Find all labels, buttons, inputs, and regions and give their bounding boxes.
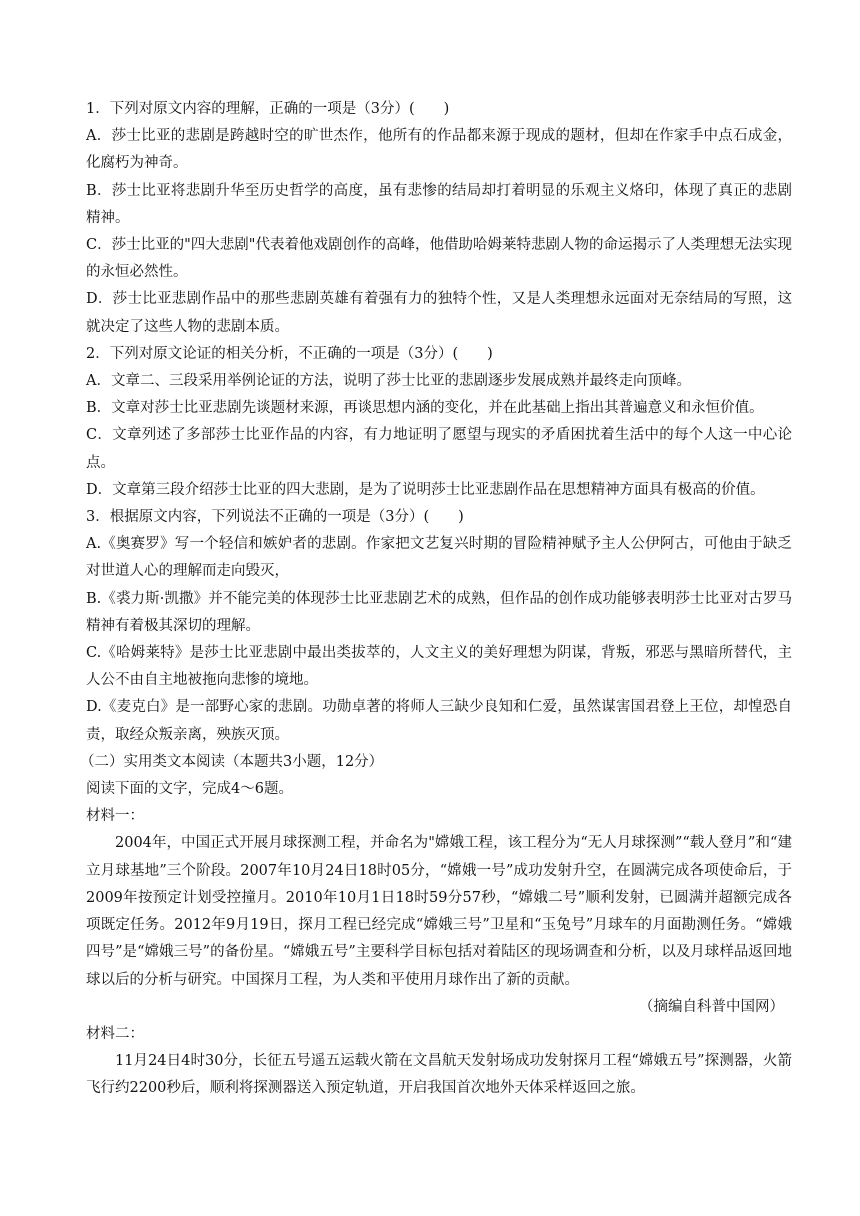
question-3-option-c: C.《哈姆莱特》是莎士比亚悲剧中最出类拔萃的，人文主义的美好理想为阴谋，背叛，邪恶与黑暗所替代，主人公不由自主地被拖向悲惨的境地。 (86, 645, 792, 689)
question-2-option-d: D．文章第三段介绍莎士比亚的四大悲剧，是为了说明莎士比亚悲剧作品在思想精神方面具有极高的价值。 (86, 481, 765, 498)
material-2-body: 11月24日4时30分，长征五号遥五运载火箭在文昌航天发射场成功发射探月工程“嫦娥五号”探测器，火箭飞行约2200秒后，顺利将探测器送入预定轨道，开启我国首次地外天体采样返回之旅。 (86, 1053, 792, 1097)
question-2-option-b: B．文章对莎士比亚悲剧先谈题材来源，再谈思想内涵的变化，并在此基础上指出其普遍意义和永恒价值。 (86, 400, 764, 417)
question-1-option-d: D．莎士比亚悲剧作品中的那些悲剧英雄有着强有力的独特个性，又是人类理想永远面对无奈结局的写照，这就决定了这些人物的悲剧本质。 (86, 291, 792, 335)
question-3-stem: 3．根据原文内容，下列说法不正确的一项是（3分）( ) (86, 509, 464, 526)
question-3-option-d: D.《麦克白》是一部野心家的悲剧。功勋卓著的将师人三缺少良知和仁爱，虽然谋害国君登上王位，却惶恐自责，取经众叛亲离，殃族灭顶。 (86, 699, 792, 743)
material-1-body: 2004年，中国正式开展月球探测工程，并命名为"嫦娥工程，该工程分为“无人月球探测”“载人登月”和“建立月球基地”三个阶段。2007年10月24日18时05分，“嫦娥一号”成功发射升空，在圆满完成各项使命后，于2009年按预定计划受控撞月。2010年10月1日18时59分57秒，“嫦娥二号”顺利发射，已圆满并超额完成各项既定任务。2012年9月19日，探月工程已经完成“嫦娥三号”卫星和“玉兔号”月球车的月面勘测任务。“嫦娥四号”是“嫦娥三号”的备份星。“嫦娥五号”主要科学目标包括对着陆区的现场调查和分析，以及月球样品返回地球以后的分析与研究。中国探月工程，为人类和平使用月球作出了新的贡献。 (86, 835, 792, 988)
reading-instruction: 阅读下面的文字，完成4～6题。 (86, 781, 293, 798)
question-1-option-a: A．莎士比亚的悲剧是跨越时空的旷世杰作，他所有的作品都来源于现成的题材，但却在作家手中点石成金，化腐朽为神奇。 (86, 128, 792, 172)
material-1-source: （摘编自科普中国网） (639, 998, 784, 1015)
question-3-option-a: A.《奥赛罗》写一个轻信和嫉妒者的悲剧。作家把文艺复兴时期的冒险精神赋予主人公伊阿古，可他由于缺乏对世道人心的理解而走向毁灭， (86, 536, 792, 580)
question-2-option-c: C．文章列述了多部莎士比亚作品的内容，有力地证明了愿望与现实的矛盾困扰着生活中的每个人这一中心论点。 (86, 427, 792, 471)
document-content (80, 96, 792, 1103)
question-1-option-c: C．莎士比亚的"四大悲剧"代表着他戏剧创作的高峰，他借助哈姆莱特悲剧人物的命运揭示了人类理想无法实现的永恒必然性。 (86, 237, 792, 281)
question-1-option-b: B．莎士比亚将悲剧升华至历史哲学的高度，虽有悲惨的结局却打着明显的乐观主义烙印，体现了真正的悲剧精神。 (86, 182, 792, 226)
section-title: （二）实用类文本阅读（本题共3小题，12分） (80, 753, 384, 770)
material-2-label: 材料二： (86, 1025, 144, 1042)
question-3-option-b: B.《裘力斯·凯撒》并不能完美的体现莎士比亚悲剧艺术的成熟，但作品的创作成功能够表明莎士比亚对古罗马精神有着极其深切的理解。 (86, 590, 792, 634)
question-1-stem: 1．下列对原文内容的理解，正确的一项是（3分）( ) (86, 101, 450, 117)
question-2-stem: 2．下列对原文论证的相关分析，不正确的一项是（3分）( ) (86, 345, 493, 362)
question-2-option-a: A．文章二、三段采用举例论证的方法，说明了莎士比亚的悲剧逐步发展成熟并最终走向顶峰。 (86, 373, 691, 390)
material-1-label: 材料一： (86, 808, 144, 825)
